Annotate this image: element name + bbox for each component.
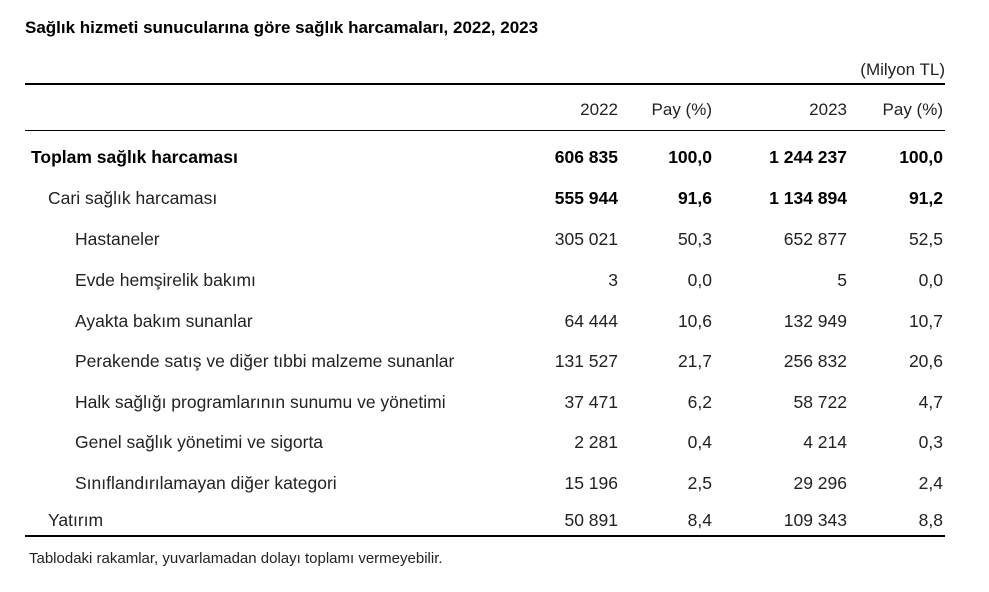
table-row <box>25 510 945 534</box>
value-2022: 555 944 <box>554 188 618 208</box>
table-row <box>25 229 945 253</box>
share-2023: 100,0 <box>899 147 943 167</box>
row-label: Yatırım <box>48 510 104 530</box>
value-2023: 29 296 <box>793 473 847 493</box>
value-2022: 305 021 <box>554 229 618 249</box>
share-2023: 20,6 <box>908 351 943 371</box>
value-2023: 109 343 <box>783 510 847 530</box>
footnote: Tablodaki rakamlar, yuvarlamadan dolayı toplamı vermeyebilir. <box>29 550 443 567</box>
value-2022: 606 835 <box>554 147 618 167</box>
table-title: Sağlık hizmeti sunucularına göre sağlık harcamaları, 2022, 2023 <box>25 18 539 37</box>
share-2022: 0,4 <box>687 432 712 452</box>
share-2022: 21,7 <box>677 351 712 371</box>
row-label: Toplam sağlık harcaması <box>31 147 238 167</box>
value-2023: 256 832 <box>783 351 847 371</box>
table-row <box>25 351 945 375</box>
row-label: Genel sağlık yönetimi ve sigorta <box>75 432 324 452</box>
share-2022: 6,2 <box>687 392 712 412</box>
table-row <box>25 147 945 171</box>
row-label: Sınıflandırılamayan diğer kategori <box>75 473 337 493</box>
share-2022: 0,0 <box>687 270 712 290</box>
value-2023: 652 877 <box>783 229 847 249</box>
value-2022: 131 527 <box>554 351 618 371</box>
share-2023: 52,5 <box>908 229 943 249</box>
share-2023: 8,8 <box>918 510 943 530</box>
row-label: Evde hemşirelik bakımı <box>75 270 256 290</box>
table-row <box>25 270 945 294</box>
value-2022: 64 444 <box>564 311 618 331</box>
value-2022: 37 471 <box>564 392 618 412</box>
share-2022: 91,6 <box>677 188 712 208</box>
table-row <box>25 392 945 416</box>
value-2022: 50 891 <box>564 510 618 530</box>
header-rule <box>25 130 945 131</box>
share-2023: 0,0 <box>918 270 943 290</box>
share-2022: 10,6 <box>677 311 712 331</box>
share-2022: 2,5 <box>687 473 712 493</box>
row-label: Ayakta bakım sunanlar <box>75 311 253 331</box>
value-2023: 1 134 894 <box>769 188 847 208</box>
table-row <box>25 311 945 335</box>
top-rule <box>25 83 945 85</box>
table-row <box>25 188 945 212</box>
value-2022: 15 196 <box>564 473 618 493</box>
share-2023: 91,2 <box>908 188 943 208</box>
value-2023: 1 244 237 <box>769 147 847 167</box>
row-label: Cari sağlık harcaması <box>48 188 218 208</box>
share-2023: 0,3 <box>918 432 943 452</box>
share-2022: 100,0 <box>668 147 712 167</box>
column-header-row <box>25 100 945 124</box>
row-label: Perakende satış ve diğer tıbbi malzeme sunanlar <box>75 351 455 371</box>
value-2023: 4 214 <box>803 432 847 452</box>
unit-label: (Milyon TL) <box>860 60 945 79</box>
column-header-share-2023: Pay (%) <box>882 100 943 119</box>
row-label: Halk sağlığı programlarının sunumu ve yönetimi <box>75 392 446 412</box>
share-2023: 4,7 <box>918 392 943 412</box>
share-2023: 2,4 <box>918 473 943 493</box>
column-header-2022: 2022 <box>580 100 618 119</box>
row-label: Hastaneler <box>75 229 160 249</box>
value-2023: 58 722 <box>793 392 847 412</box>
table-row <box>25 432 945 456</box>
table-row <box>25 473 945 497</box>
column-header-share-2022: Pay (%) <box>651 100 712 119</box>
share-2023: 10,7 <box>908 311 943 331</box>
value-2023: 5 <box>837 270 847 290</box>
bottom-rule <box>25 535 945 537</box>
value-2023: 132 949 <box>783 311 847 331</box>
share-2022: 8,4 <box>687 510 712 530</box>
column-header-2023: 2023 <box>809 100 847 119</box>
share-2022: 50,3 <box>677 229 712 249</box>
value-2022: 2 281 <box>574 432 618 452</box>
value-2022: 3 <box>608 270 618 290</box>
